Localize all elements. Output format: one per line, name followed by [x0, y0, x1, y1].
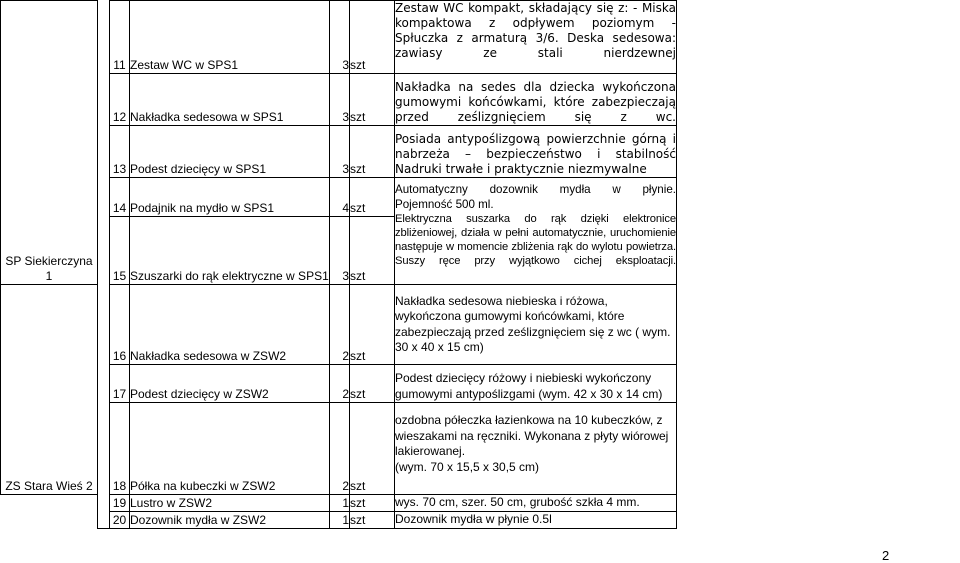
item-name: Zestaw WC w SPS1	[130, 1, 330, 74]
item-unit: szt	[350, 403, 395, 495]
spacer-cell	[98, 403, 110, 495]
row-number: 15	[110, 217, 130, 285]
table-row	[1, 178, 959, 217]
item-name: Nakładka sedesowa w ZSW2	[130, 285, 330, 365]
spacer-cell	[98, 74, 110, 126]
item-description	[395, 495, 677, 512]
item-unit: szt	[350, 285, 395, 365]
item-quantity: 3	[330, 217, 350, 285]
item-quantity: 1	[330, 495, 350, 512]
item-name: Podajnik na mydło w SPS1	[130, 178, 330, 217]
row-number: 13	[110, 126, 130, 178]
item-name: Dozownik mydła w ZSW2	[130, 512, 330, 529]
description-text: Zestaw WC kompakt, składający się z: - Miska kompaktowa z odpływem poziomym - Spłuczka z armaturą 3/6. Deska sedesowa: zawiasy ze stali nierdzewnej	[395, 1, 676, 60]
row-number: 12	[110, 74, 130, 126]
description-text: Nakładka sedesowa niebieska i różowa, wykończona gumowymi końcówkami, które zabezpieczają przed ześlizgnięciem się z wc ( wym. 30 x 40 x 15 cm)	[395, 293, 671, 354]
item-unit: szt	[350, 126, 395, 178]
row-number: 11	[110, 1, 130, 74]
item-description	[395, 126, 677, 178]
description-text: Posiada antypoślizgową powierzchnie górną i nabrzeża – bezpieczeństwo i stabilność	[395, 132, 676, 161]
spacer-cell	[98, 126, 110, 178]
spacer-cell	[98, 512, 110, 529]
item-quantity: 2	[330, 285, 350, 365]
item-unit: szt	[350, 365, 395, 403]
description-text: (wym. 70 x 15,5 x 30,5 cm)	[395, 459, 540, 474]
description-text: Nadruki trwałe i praktycznie niezmywalne	[395, 162, 647, 176]
item-quantity: 3	[330, 1, 350, 74]
description-text: Automatyczny dozownik mydła w płynie.	[395, 183, 676, 196]
item-description	[395, 74, 677, 126]
description-text: wys. 70 cm, szer. 50 cm, grubość szkła 4 mm.	[395, 495, 640, 509]
description-text: Dozownik mydła w płynie 0.5l	[395, 512, 552, 526]
item-description	[395, 178, 677, 285]
item-name: Podest dziecięcy w SPS1	[130, 126, 330, 178]
group-cell-zs-stara-wies: ZS Stara Wieś 2	[1, 285, 98, 495]
item-quantity: 2	[330, 365, 350, 403]
item-quantity: 3	[330, 74, 350, 126]
item-name: Lustro w ZSW2	[130, 495, 330, 512]
item-quantity: 2	[330, 403, 350, 495]
spacer-cell	[98, 365, 110, 403]
table-row	[1, 403, 959, 495]
spacer-cell	[98, 495, 110, 512]
item-quantity: 3	[330, 126, 350, 178]
item-description	[395, 365, 677, 403]
table-row	[1, 495, 959, 512]
item-description	[395, 1, 677, 74]
table-row	[1, 74, 959, 126]
item-unit: szt	[350, 217, 395, 285]
row-number: 19	[110, 495, 130, 512]
description-text: Podest dziecięcy różowy i niebieski wykończony gumowymi antypoślizgami (wym. 42 x 30 x 14 cm)	[395, 371, 663, 401]
item-unit: szt	[350, 178, 395, 217]
group-cell-sp-siekierczyna: SP Siekierczyna 1	[1, 1, 98, 285]
item-name: Nakładka sedesowa w SPS1	[130, 74, 330, 126]
item-name: Półka na kubeczki w ZSW2	[130, 403, 330, 495]
spacer-cell	[98, 178, 110, 217]
row-number: 17	[110, 365, 130, 403]
item-quantity: 1	[330, 512, 350, 529]
table-row	[1, 512, 959, 529]
item-description	[395, 403, 677, 495]
item-description	[395, 285, 677, 365]
item-unit: szt	[350, 512, 395, 529]
table-row	[1, 126, 959, 178]
spacer-cell	[98, 1, 110, 74]
item-unit: szt	[350, 495, 395, 512]
table-row	[1, 365, 959, 403]
description-text: Nakładka na sedes dla dziecka wykończona gumowymi końcówkami, które zabezpieczają przed ześlizgnięciem się z wc.	[395, 80, 676, 124]
item-description	[395, 512, 677, 529]
spacer-cell	[98, 217, 110, 285]
row-number: 16	[110, 285, 130, 365]
row-number: 14	[110, 178, 130, 217]
description-text: ozdobna półeczka łazienkowa na 10 kubeczków, z wieszakami na ręczniki. Wykonana z płyty wiórowej lakierowanej.	[395, 413, 669, 458]
row-number: 20	[110, 512, 130, 529]
item-quantity: 4	[330, 178, 350, 217]
description-text: Elektryczna suszarka do rąk dzięki elektronice zbliżeniowej, działa w pełni automatycznie, uruchomienie następuje w momencie zbliżenia rąk do wylotu powietrza. Suszy ręce przy wyjątkowo cichej eksploatacji.	[395, 213, 676, 267]
spacer-cell	[98, 285, 110, 365]
item-unit: szt	[350, 74, 395, 126]
row-number: 18	[110, 403, 130, 495]
description-text: Pojemność 500 ml.	[395, 197, 494, 211]
table-row	[1, 285, 959, 365]
item-name: Podest dziecięcy w ZSW2	[130, 365, 330, 403]
item-name: Szuszarki do rąk elektryczne w SPS1	[130, 217, 330, 285]
page-number: 2	[882, 548, 890, 563]
item-unit: szt	[350, 1, 395, 74]
table-row	[1, 1, 959, 74]
